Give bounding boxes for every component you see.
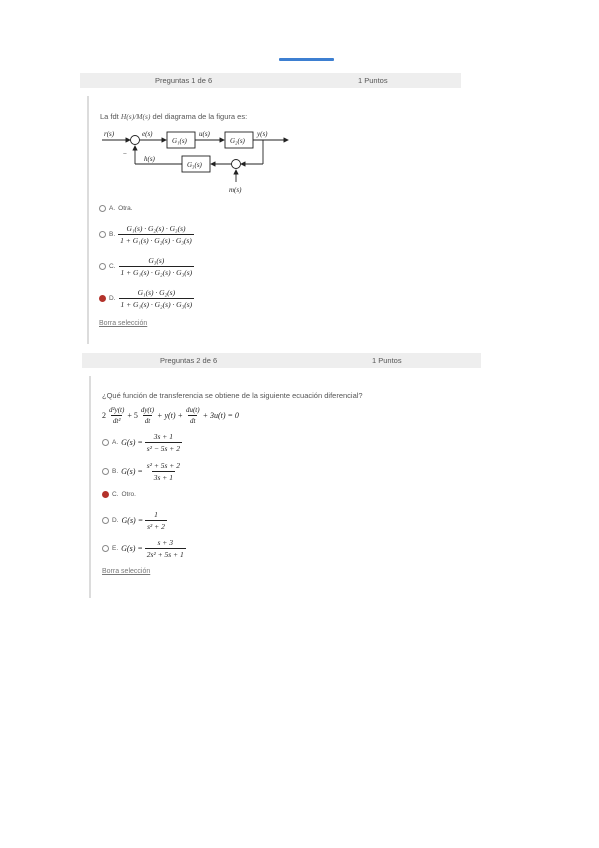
- q1-option-d-radio[interactable]: [99, 295, 106, 302]
- block-diagram: [98, 124, 298, 196]
- q2-option-b-formula: $\frac{\text{s² + 5s + 2}}{3s + 1}$: [146, 461, 180, 482]
- signal-h-label: h(s): [144, 155, 155, 163]
- q1-option-b-formula: $\frac{\text{G₁(s) · G₂(s) · G₃(s)}}{\text{1 + G₁(s) · G₂(s) · G₃(s)}}$: [120, 224, 192, 245]
- q2-option-d[interactable]: D. G(s) = $\frac{1}{\text{s² + 2}}$: [102, 510, 167, 531]
- signal-u-label: u(s): [199, 130, 210, 138]
- question-2-points: 1 Puntos: [372, 356, 402, 365]
- block-g2: G₂(s): [230, 137, 245, 145]
- question-1-points: 1 Puntos: [358, 76, 388, 85]
- q2-option-b[interactable]: B. G(s) = $\frac{\text{s² + 5s + 2}}{3s + 1}$: [102, 461, 182, 482]
- question-2-prompt: ¿Qué función de transferencia se obtiene de la siguiente ecuación diferencial?: [102, 391, 363, 400]
- question-2-header: [82, 353, 481, 368]
- q1-option-c-formula: $\frac{\text{G₃(s)}}{\text{1 + G₁(s) · G₂(s) · G₃(s)}}$: [120, 256, 193, 277]
- minus-sign: −: [123, 150, 127, 158]
- q1-clear-selection-link[interactable]: Borra selección: [99, 320, 148, 327]
- signal-e-label: e(s): [142, 130, 153, 138]
- question-1-body: [87, 96, 89, 344]
- signal-m-label: m(s): [229, 186, 242, 194]
- question-2-body: [89, 376, 91, 598]
- q2-clear-selection-link[interactable]: Borra selección: [102, 568, 151, 575]
- q2-option-a-radio[interactable]: [102, 439, 109, 446]
- q2-option-e-radio[interactable]: [102, 545, 109, 552]
- q1-option-c[interactable]: C. $\frac{\text{G₃(s)}}{\text{1 + G₁(s) · G₂(s) · G₃(s)}}$: [99, 256, 194, 277]
- q2-option-c[interactable]: C. Otro.: [102, 491, 136, 498]
- q2-option-e-formula: $\frac{s + 3}{\text{2s² + 5s + 1}}$: [146, 538, 184, 559]
- progress-indicator: [279, 58, 334, 61]
- q1-option-d[interactable]: D. $\frac{\text{G₁(s) · G₂(s)}}{\text{1 + G₁(s) · G₂(s) · G₃(s)}}$: [99, 288, 194, 309]
- q1-option-d-formula: $\frac{\text{G₁(s) · G₂(s)}}{\text{1 + G₁(s) · G₂(s) · G₃(s)}}$: [120, 288, 193, 309]
- question-1-counter: Preguntas 1 de 6: [155, 76, 213, 85]
- q2-option-a-formula: $\frac{3s + 1}{\text{s² − 5s + 2}}$: [146, 432, 180, 453]
- q2-option-e[interactable]: E. G(s) = $\frac{s + 3}{\text{2s² + 5s + 1}}$: [102, 538, 186, 559]
- q1-option-a[interactable]: A. Otra.: [99, 205, 133, 212]
- q2-option-b-radio[interactable]: [102, 468, 109, 475]
- block-g1: G₁(s): [172, 137, 187, 145]
- block-g3: G₃(s): [187, 161, 202, 169]
- q2-option-d-formula: $\frac{1}{\text{s² + 2}}$: [147, 510, 165, 531]
- differential-equation: 2 $\frac{\text{d²y(t)}}{\text{dt²}}$ + 5 $\frac{dy(t)}{dt}$ + y(t) + $\frac{du(t)}{dt}$ + 3u(t) = 0: [102, 406, 239, 425]
- q1-option-b[interactable]: B. $\frac{\text{G₁(s) · G₂(s) · G₃(s)}}{\text{1 + G₁(s) · G₂(s) · G₃(s)}}$: [99, 224, 194, 245]
- q2-option-c-radio[interactable]: [102, 491, 109, 498]
- q1-option-a-radio[interactable]: [99, 205, 106, 212]
- signal-y-label: y(s): [257, 130, 268, 138]
- q2-option-d-radio[interactable]: [102, 517, 109, 524]
- question-2-counter: Preguntas 2 de 6: [160, 356, 218, 365]
- question-1-prompt: La fdt H(s)/M(s) del diagrama de la figura es:: [100, 112, 248, 121]
- q2-option-a[interactable]: A. G(s) = $\frac{3s + 1}{\text{s² − 5s + 2}}$: [102, 432, 182, 453]
- q1-option-c-radio[interactable]: [99, 263, 106, 270]
- signal-r-label: r(s): [104, 130, 115, 138]
- q1-option-b-radio[interactable]: [99, 231, 106, 238]
- question-1-header: [80, 73, 461, 88]
